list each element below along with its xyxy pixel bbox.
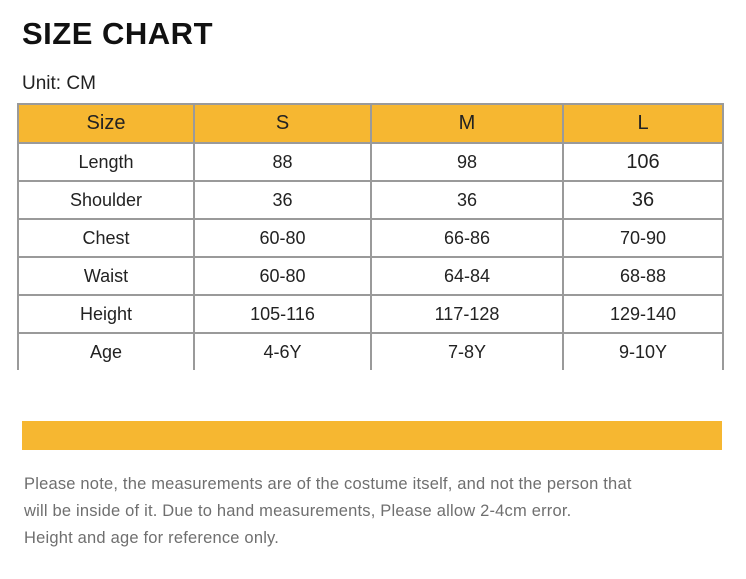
row-label-chest: Chest: [18, 219, 194, 257]
table-cell: 70-90: [563, 219, 723, 257]
table-row-chest: [18, 219, 723, 257]
table-cell: 4-6Y: [194, 333, 371, 370]
table-cell: 98: [371, 143, 563, 181]
table-cell: 60-80: [194, 257, 371, 295]
table-header-row: [18, 104, 723, 143]
row-label-age: Age: [18, 333, 194, 370]
note-line: Please note, the measurements are of the costume itself, and not the person that: [24, 475, 632, 493]
column-header-size: Size: [18, 104, 194, 143]
row-label-waist: Waist: [18, 257, 194, 295]
size-chart-table: [17, 103, 724, 370]
table-cell: 36: [194, 181, 371, 219]
row-label-height: Height: [18, 295, 194, 333]
table-cell: 105-116: [194, 295, 371, 333]
table-cell: 106: [563, 143, 723, 181]
table-cell: 129-140: [563, 295, 723, 333]
row-label-length: Length: [18, 143, 194, 181]
table-row-age: [18, 333, 723, 370]
note-line: Height and age for reference only.: [24, 529, 280, 547]
table-cell: 36: [563, 181, 723, 219]
table-row-length: [18, 143, 723, 181]
page-title: SIZE CHART: [22, 16, 213, 51]
row-label-shoulder: Shoulder: [18, 181, 194, 219]
note-line: will be inside of it. Due to hand measurements, Please allow 2-4cm error.: [24, 502, 572, 520]
measurement-note: [24, 471, 724, 552]
accent-divider-bar: [22, 421, 722, 450]
table-cell: 66-86: [371, 219, 563, 257]
table-cell: 9-10Y: [563, 333, 723, 370]
table-row-shoulder: [18, 181, 723, 219]
table-cell: 68-88: [563, 257, 723, 295]
table-row-waist: [18, 257, 723, 295]
table-cell: 60-80: [194, 219, 371, 257]
table-cell: 117-128: [371, 295, 563, 333]
column-header-m: M: [371, 104, 563, 143]
table-cell: 36: [371, 181, 563, 219]
column-header-s: S: [194, 104, 371, 143]
table-row-height: [18, 295, 723, 333]
column-header-l: L: [563, 104, 723, 143]
table-cell: 88: [194, 143, 371, 181]
table-cell: 7-8Y: [371, 333, 563, 370]
unit-label: Unit: CM: [22, 73, 96, 94]
table-cell: 64-84: [371, 257, 563, 295]
